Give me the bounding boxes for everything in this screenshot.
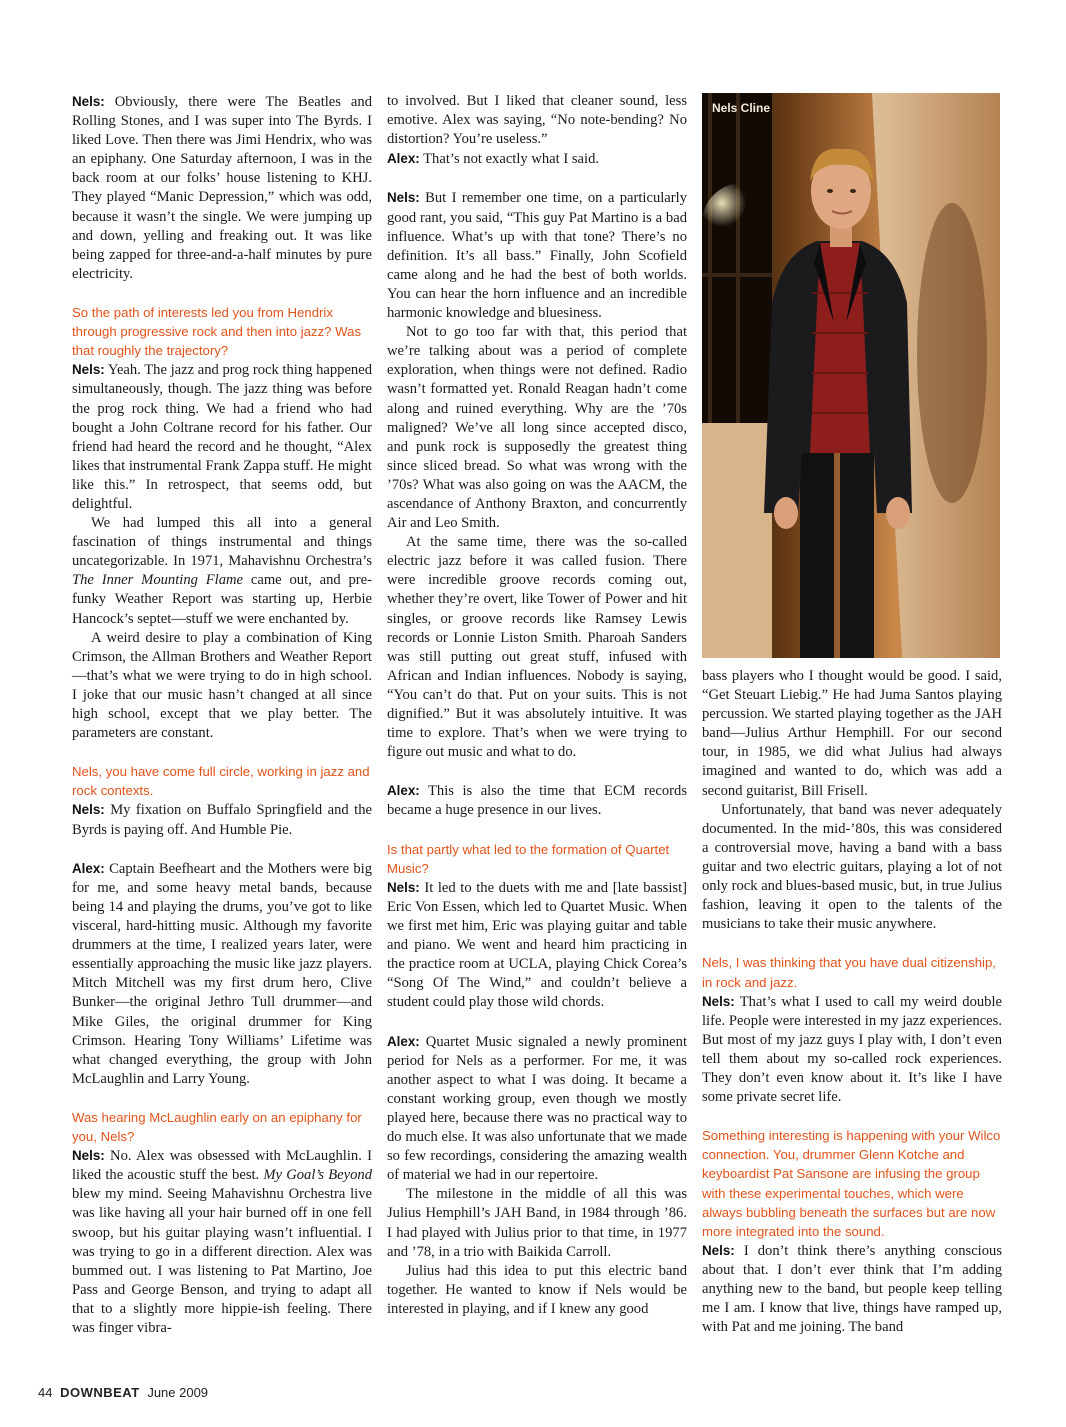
answer-paragraph: Nels: But I remember one time, on a particularly good rant, you said, “This guy Pat Martino is a bad influence. What’s up with that tone? There’s no definition. It’s all bass.” Finally, John Scofield came along and he had the best of both worlds. You can hear the horn influence and an incredible harmonic knowledge and bluesiness. [387, 190, 687, 322]
answer-paragraph: Alex: Quartet Music signaled a newly prominent period for Nels as a performer. For me, it was another aspect to what I was doing. It became a constant working group, even though we mostly played here, because there was no practical way to do much else. It was also unfortunate that we made so few recordings, considering the amazing wealth of material we had in our repertoire. [387, 1033, 687, 1184]
body-paragraph: At the same time, there was the so-called electric jazz before it was called fusion. There were incredible groove records coming out, whether they’re overt, like Tower of Power and hit singles, or groove records like Ramsey Lewis records or Lonnie Liston Smith. Pharoah Sanders was still putting out great stuff, infused with African and Indian influences. Nobody is saying, “You can’t do that. Put on your suits. This is not dignified.” But it was absolutely intuitive. It was time to explore. That’s when we were trying to figure out music and what to do. [387, 534, 687, 761]
body-paragraph: Not to go too far with that, this period that we’re talking about was a period of complete exploration, when things were not defined. Radio wasn’t formatted yet. Ronald Reagan hadn’t come along and ruined everything. Why are the ’70s maligned? We’ve all long since accepted disco, and punk rock is supposedly the greatest thing since sliced bread. So what was wrong with the ’70s? What was also going on was the AACM, the ascendance of Anthony Braxton, and concurrently Air and Leo Smith. [387, 324, 687, 532]
speaker-label: Nels: [72, 802, 105, 818]
body-paragraph: bass players who I thought would be good. I said, “Get Steuart Liebig.” He had Juma Santos playing percussion. We started playing together as the JAH band—Julius Arthur Hemphill. For our second tour, in 1985, we did what Julius had always imagined and wanted to do, which was add a second guitarist, Bill Frisell. [702, 668, 1002, 799]
album-title: The Inner Mounting Flame [72, 572, 244, 589]
body-paragraph: We had lumped this all into a general fascination of things instrumental and things uncategorizable. In 1971, Mahavishnu Orchestra’s The Inner Mounting Flame came out, and pre-funky Weather Report was starting up, Herbie Hancock’s septet—stuff we were enchanted by. [72, 515, 372, 627]
body-paragraph: A weird desire to play a combination of King Crimson, the Allman Brothers and Weather Report—that’s what we were trying to do in high school. I joke that our music hasn’t changed at all since high school, except that we play better. The parameters are constant. [72, 629, 372, 742]
body-paragraph: The milestone in the middle of all this was Julius Hemphill’s JAH Band, in 1984 through ’86. I had played with Julius prior to that time, in 1977 and ’78, in a trio with Baikida Carroll. [387, 1186, 687, 1260]
answer-paragraph: Nels: That’s what I used to call my weird double life. People were interested in my jazz experiences. But most of my jazz guys I play with, I don’t even tell them about my so-called rock experiences. They don’t even know about it. It’s like I have some private secret life. [702, 993, 1002, 1106]
speaker-label: Nels: [387, 190, 420, 206]
answer-paragraph: Alex: That’s not exactly what I said. [387, 151, 600, 168]
interview-question: Nels, I was thinking that you have dual citizenship, in rock and jazz. [702, 955, 996, 990]
magazine-name: DOWNBEAT [60, 1385, 140, 1400]
speaker-label: Nels: [72, 1148, 105, 1164]
photo-caption: Nels Cline [712, 101, 771, 115]
speaker-label: Alex: [72, 860, 105, 876]
answer-paragraph: Nels: I don’t think there’s anything conscious about that. I don’t ever think that I’m adding anything new to the band, but people keep telling me I am. I know that live, things have ramped up, with Pat and me joining. The band [702, 1242, 1003, 1336]
answer-paragraph: Alex: Captain Beefheart and the Mothers were big for me, and some heavy metal bands, because being 14 and playing the drums, you’ve got to like visceral, hard-hitting music. Although my favorite drummers at the time, I realized years later, were essentially approaching the music like jazz players. Mitch Mitchell was my first drum hero, Clive Bunker—the original Jethro Tull drummer—and Mike Giles, the original drummer for King Crimson. Hearing Tony Williams’ Lifetime was what changed everything, the group with John McLaughlin and Larry Young. [72, 860, 372, 1087]
answer-paragraph: Nels: Yeah. The jazz and prog rock thing happened simultaneously, though. The jazz thing was before the prog rock thing. We had a friend who had bought a John Coltrane record for his father. Our friend had heard the record and he thought, “Alex likes that instrumental Frank Zappa stuff. He might like this.” In retrospect, that seems odd, but delightful. [72, 362, 373, 512]
nels-cline-photo [702, 93, 1000, 658]
issue-date: June 2009 [147, 1385, 209, 1400]
speaker-label: Nels: [387, 879, 420, 895]
interview-question: Was hearing McLaughlin early on an epiphany for you, Nels? [72, 1109, 362, 1145]
article-column-3 [702, 667, 1002, 1337]
body-paragraph: Unfortunately, that band was never adequately documented. In the mid-’80s, this was considered a controversial move, having a band with a bass guitar and two electric guitars, playing a lot of not only rock and blues-based music, but, in true Julius fashion, leaving it open to the talents of the musicians to take their music anywhere. [702, 801, 1002, 933]
answer-paragraph: Nels: My fixation on Buffalo Springfield and the Byrds is paying off. And Humble Pie. [72, 802, 373, 838]
interview-question: So the path of interests led you from Hendrix through progressive rock and then into jazz? Was that roughly the trajectory? [72, 305, 362, 359]
interview-question: Nels, you have come full circle, working in jazz and rock contexts. [72, 764, 370, 799]
answer-paragraph: Nels: Obviously, there were The Beatles and Rolling Stones, and I was super into The Byrds. I liked Love. Then there was Jimi Hendrix, who was an epiphany. One Saturday afternoon, I was in the back room at our folks’ house listening to KHJ. They played “Manic Depression,” which was odd, because it wasn’t the single. We were jumping up and down, yelling and freaking out. It was like being zapped for three-and-a-half minutes by pure electricity. [72, 94, 372, 282]
speaker-label: Nels: [72, 362, 105, 378]
answer-paragraph: Nels: It led to the duets with me and [late bassist] Eric Von Essen, which led to Quartet Music. When we first met him, Eric was playing guitar and table and piano. We went and heard him practicing in the practice room at UCLA, playing Chick Corea’s “Song Of The Wind,” and couldn’t believe a student could play those wild chords. [387, 879, 687, 1011]
speaker-label: Alex: [387, 783, 420, 799]
body-paragraph: to involved. But I liked that cleaner sound, less emotive. Alex was saying, “No note-bending? No distortion? You’re useless.” [387, 93, 687, 148]
interview-question: Something interesting is happening with your Wilco connection. You, drummer Glenn Kotche and keyboardist Pat Sansone are infusing the group with these experimental touches, which were always bubbling beneath the surfaces but are now more integrated into the sound. [702, 1128, 1001, 1239]
interview-question: Is that partly what led to the formation of Quartet Music? [387, 841, 670, 876]
body-paragraph: Julius had this idea to put this electric band together. He wanted to know if Nels would be interested in playing, and if I knew any good [387, 1262, 687, 1317]
speaker-label: Nels: [702, 993, 735, 1009]
page-footer [38, 1385, 208, 1400]
article-column-1 [72, 92, 372, 1338]
article-column-2 [387, 92, 687, 1319]
portrait-image [702, 93, 1000, 658]
speaker-label: Alex: [387, 1033, 420, 1049]
speaker-label: Nels: [72, 94, 105, 109]
speaker-label: Nels: [702, 1242, 735, 1258]
album-title: My Goal’s Beyond [263, 1167, 372, 1184]
page-number: 44 [38, 1385, 53, 1400]
answer-paragraph: Nels: No. Alex was obsessed with McLaughlin. I liked the acoustic stuff the best. My Goal’s Beyond blew my mind. Seeing Mahavishnu Orchestra live was like having all your hair burned off in one fell swoop, but his guitar playing wasn’t influential. I was trying to go in a different direction. Alex was bummed out. I was listening to Pat Martino, Joe Pass and George Benson, and trying to adapt all that to a slightly more hippie-ish feeling. There was finger vibra- [72, 1148, 372, 1336]
answer-paragraph: Alex: This is also the time that ECM records became a huge presence in our lives. [387, 783, 687, 819]
speaker-label: Alex: [387, 151, 420, 167]
